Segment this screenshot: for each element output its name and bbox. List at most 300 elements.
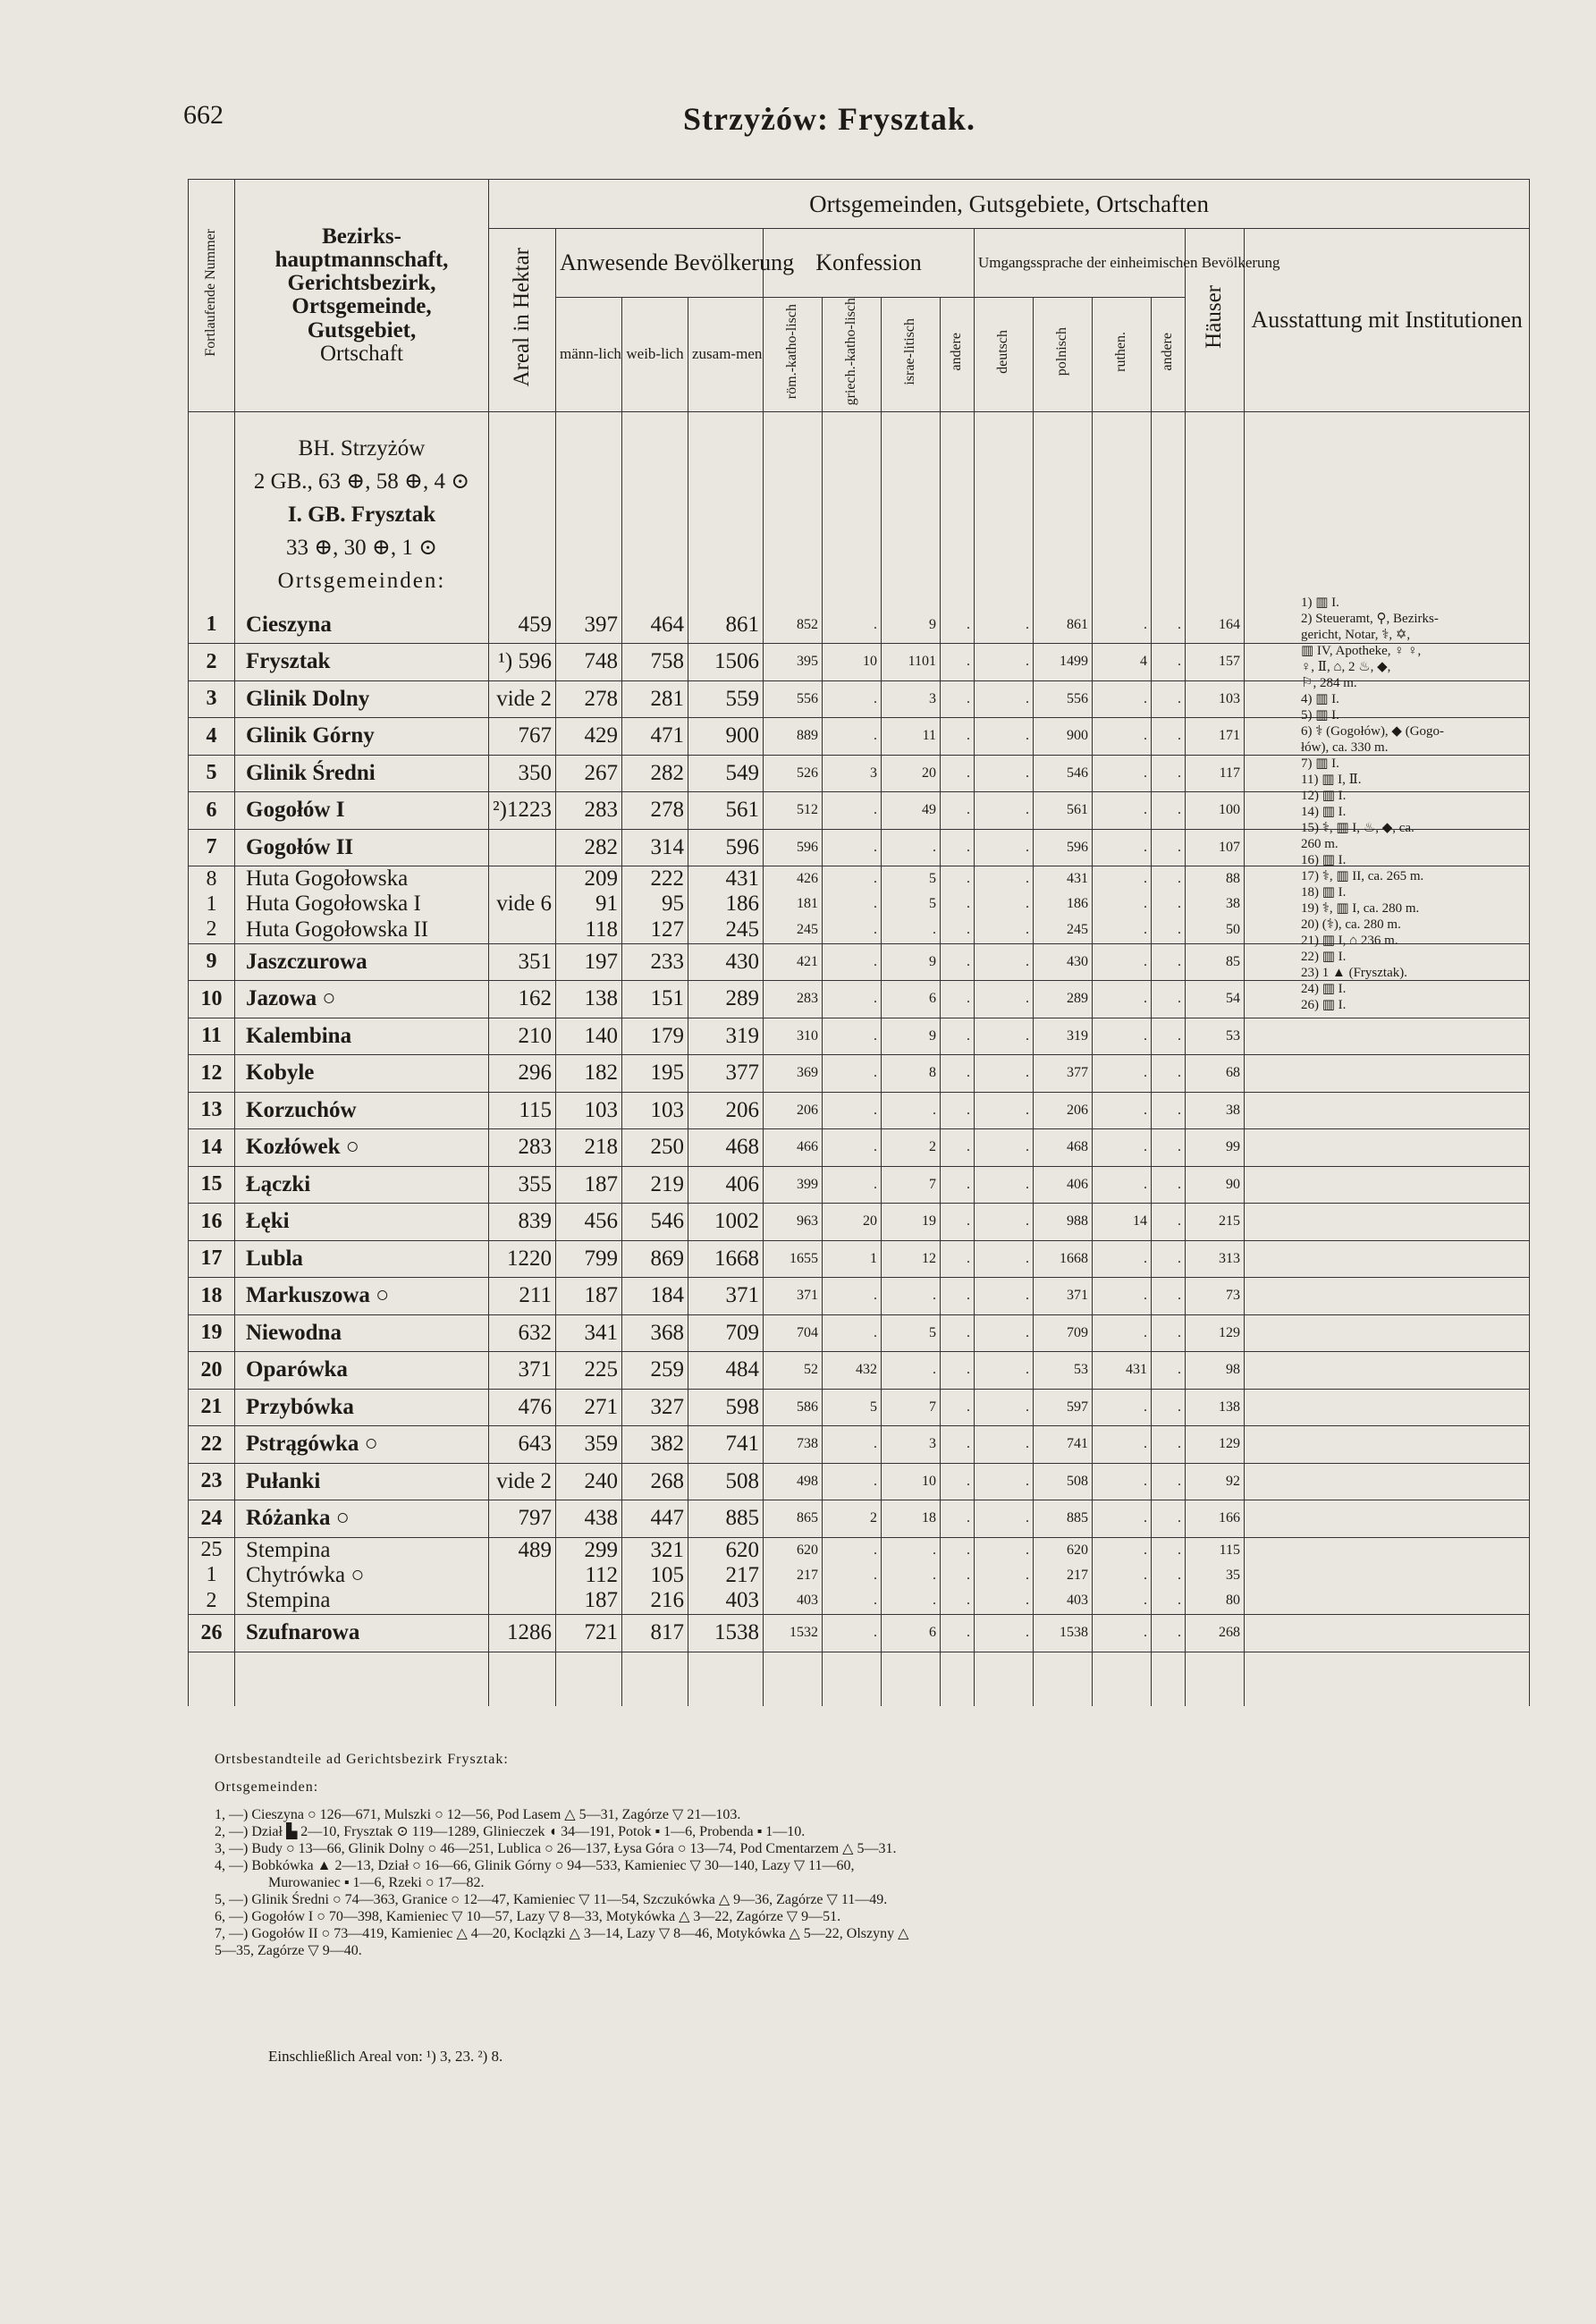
cell-institution <box>1245 1166 1530 1204</box>
ortsgemeinden-label: Ortsgemeinden: <box>277 568 446 593</box>
header-andere: andere <box>941 298 975 412</box>
cell-po: 403 <box>1034 1588 1093 1615</box>
cell-no: 7 <box>189 829 235 866</box>
cell-no: 17 <box>189 1240 235 1278</box>
institution-note: 20) (⚕), ca. 280 m. <box>1301 917 1401 932</box>
cell-ru: . <box>1093 1129 1152 1167</box>
cell-areal <box>489 829 556 866</box>
cell-an2: . <box>1152 1314 1186 1352</box>
cell-hs: 313 <box>1186 1240 1245 1278</box>
cell-an: . <box>941 1537 975 1563</box>
cell-m: 112 <box>556 1563 622 1588</box>
cell-is: 1101 <box>882 644 941 681</box>
header-main-group: Ortsgemeinden, Gutsgebiete, Ortschaften <box>489 180 1530 229</box>
cell-name: Kozłówek ○ <box>235 1129 489 1167</box>
cell-rk: 498 <box>764 1463 823 1500</box>
cell-w: 546 <box>622 1204 688 1241</box>
cell-an: . <box>941 981 975 1018</box>
cell-m: 225 <box>556 1352 622 1390</box>
cell-is: 12 <box>882 1240 941 1278</box>
cell-w: 127 <box>622 917 688 943</box>
header-ausstattung: Ausstattung mit Institutionen <box>1245 229 1530 412</box>
table-closer <box>189 1652 1530 1706</box>
cell-de: . <box>975 755 1034 792</box>
cell-m: 240 <box>556 1463 622 1500</box>
cell-name: Gogołów II <box>235 829 489 866</box>
cell-institution <box>1245 1204 1530 1241</box>
cell-gk: . <box>823 1166 882 1204</box>
cell-rk: 52 <box>764 1352 823 1390</box>
cell-m: 103 <box>556 1092 622 1129</box>
cell-hs: 80 <box>1186 1588 1245 1615</box>
footnote-lines <box>215 1806 1502 1959</box>
cell-hs: 129 <box>1186 1314 1245 1352</box>
cell-hs: 38 <box>1186 892 1245 917</box>
cell-ru: . <box>1093 1463 1152 1500</box>
gb-name: I. GB. Frysztak <box>287 502 436 527</box>
cell-w: 195 <box>622 1055 688 1093</box>
cell-z: 620 <box>688 1537 764 1563</box>
cell-w: 314 <box>622 829 688 866</box>
header-umgangssprache: Umgangssprache der einheimischen Bevölkerung <box>975 229 1186 298</box>
cell-m: 138 <box>556 981 622 1018</box>
cell-gk: 432 <box>823 1352 882 1390</box>
cell-areal: 350 <box>489 755 556 792</box>
cell-is: 20 <box>882 755 941 792</box>
cell-no: 11 <box>189 1018 235 1055</box>
cell-w: 278 <box>622 792 688 830</box>
cell-z: 484 <box>688 1352 764 1390</box>
cell-name: Glinik Górny <box>235 718 489 756</box>
cell-hs: 171 <box>1186 718 1245 756</box>
cell-po: 596 <box>1034 829 1093 866</box>
cell-name: Kalembina <box>235 1018 489 1055</box>
cell-areal <box>489 1563 556 1588</box>
header-haeuser: Häuser <box>1186 229 1245 412</box>
cell-de: . <box>975 718 1034 756</box>
cell-no: 4 <box>189 718 235 756</box>
header-israelitisch: israe-litisch <box>882 298 941 412</box>
cell-po: 546 <box>1034 755 1093 792</box>
header-maennlich: männ-lich <box>556 298 622 412</box>
cell-no: 1 <box>189 1563 235 1588</box>
cell-rk: 217 <box>764 1563 823 1588</box>
cell-m: 267 <box>556 755 622 792</box>
cell-an: . <box>941 1389 975 1426</box>
cell-name: Korzuchów <box>235 1092 489 1129</box>
cell-an2: . <box>1152 981 1186 1018</box>
cell-hs: 90 <box>1186 1166 1245 1204</box>
table-row <box>189 1018 1530 1055</box>
cell-name: Glinik Dolny <box>235 680 489 718</box>
cell-po: 431 <box>1034 866 1093 892</box>
cell-gk: . <box>823 1018 882 1055</box>
cell-ru: . <box>1093 1426 1152 1464</box>
cell-de: . <box>975 1389 1034 1426</box>
cell-gk: . <box>823 606 882 644</box>
cell-name: Oparówka <box>235 1352 489 1390</box>
cell-rk: 738 <box>764 1426 823 1464</box>
cell-an2: . <box>1152 1426 1186 1464</box>
cell-po: 861 <box>1034 606 1093 644</box>
cell-gk: . <box>823 1588 882 1615</box>
cell-m: 187 <box>556 1588 622 1615</box>
header-konfession: Konfession <box>764 229 975 298</box>
cell-an: . <box>941 644 975 681</box>
cell-ru: . <box>1093 892 1152 917</box>
cell-hs: 138 <box>1186 1389 1245 1426</box>
cell-is: . <box>882 917 941 943</box>
cell-ru: . <box>1093 917 1152 943</box>
header-roem-kath: röm.-katho-lisch <box>764 298 823 412</box>
cell-ru: 14 <box>1093 1204 1152 1241</box>
cell-de: . <box>975 1278 1034 1315</box>
table-row <box>189 1166 1530 1204</box>
cell-hs: 107 <box>1186 829 1245 866</box>
cell-po: 371 <box>1034 1278 1093 1315</box>
cell-hs: 99 <box>1186 1129 1245 1167</box>
header-ruthen: ruthen. <box>1093 298 1152 412</box>
cell-po: 53 <box>1034 1352 1093 1390</box>
cell-an: . <box>941 1278 975 1315</box>
cell-hs: 54 <box>1186 981 1245 1018</box>
cell-no: 24 <box>189 1500 235 1538</box>
cell-m: 721 <box>556 1615 622 1652</box>
cell-po: 217 <box>1034 1563 1093 1588</box>
table-row <box>189 1240 1530 1278</box>
institution-note: 11) ▥ I, Ⅱ. <box>1301 773 1362 787</box>
footnote-line: 3, —) Budy ○ 13—66, Glinik Dolny ○ 46—251, Lublica ○ 26—137, Łysa Góra ○ 13—74, Pod Cmentarzem △ 5—31. <box>215 1841 897 1856</box>
cell-name: Stempina <box>235 1588 489 1615</box>
cell-z: 319 <box>688 1018 764 1055</box>
cell-an: . <box>941 1588 975 1615</box>
cell-an2: . <box>1152 1389 1186 1426</box>
cell-w: 216 <box>622 1588 688 1615</box>
cell-areal: 839 <box>489 1204 556 1241</box>
cell-is: 7 <box>882 1389 941 1426</box>
sub-row <box>189 1563 1530 1588</box>
cell-rk: 310 <box>764 1018 823 1055</box>
cell-an: . <box>941 680 975 718</box>
table-header <box>189 180 1530 412</box>
cell-z: 1538 <box>688 1615 764 1652</box>
institution-note: ▥ IV, Apotheke, ♀ ♀, <box>1301 644 1422 658</box>
cell-gk: 10 <box>823 644 882 681</box>
cell-institution <box>1245 1588 1530 1615</box>
institution-note: 26) ▥ I. <box>1301 998 1347 1012</box>
cell-de: . <box>975 1563 1034 1588</box>
cell-ru: . <box>1093 1500 1152 1538</box>
cell-areal: vide 6 <box>489 892 556 917</box>
table-row <box>189 1092 1530 1129</box>
institution-note: 12) ▥ I. <box>1301 789 1347 803</box>
cell-no: 19 <box>189 1314 235 1352</box>
cell-institution <box>1245 1463 1530 1500</box>
cell-z: 1002 <box>688 1204 764 1241</box>
cell-name: Łączki <box>235 1166 489 1204</box>
cell-an: . <box>941 892 975 917</box>
institution-note: 16) ▥ I. <box>1301 853 1347 867</box>
cell-is: 3 <box>882 1426 941 1464</box>
cell-z: 430 <box>688 943 764 981</box>
cell-name: Niewodna <box>235 1314 489 1352</box>
cell-de: . <box>975 1129 1034 1167</box>
cell-gk: . <box>823 792 882 830</box>
cell-an: . <box>941 1240 975 1278</box>
cell-name: Huta Gogołowska <box>235 866 489 892</box>
cell-de: . <box>975 1018 1034 1055</box>
cell-an: . <box>941 1463 975 1500</box>
cell-name: Stempina <box>235 1537 489 1563</box>
cell-is: 5 <box>882 892 941 917</box>
footnote-line: 6, —) Gogołów I ○ 70—398, Kamieniec ▽ 10—57, Lazy ▽ 8—33, Motykówka △ 3—22, Zagórze ▽ 9—51. <box>215 1909 841 1924</box>
cell-name: Frysztak <box>235 644 489 681</box>
cell-z: 598 <box>688 1389 764 1426</box>
cell-areal: ²)1223 <box>489 792 556 830</box>
cell-no: 1 <box>189 606 235 644</box>
cell-an2: . <box>1152 943 1186 981</box>
cell-name: Przybówka <box>235 1389 489 1426</box>
cell-gk: . <box>823 1463 882 1500</box>
cell-w: 368 <box>622 1314 688 1352</box>
cell-ru: . <box>1093 606 1152 644</box>
cell-de: . <box>975 1463 1034 1500</box>
cell-an2: . <box>1152 718 1186 756</box>
cell-is: 9 <box>882 1018 941 1055</box>
cell-an2: . <box>1152 1500 1186 1538</box>
cell-ru: . <box>1093 1278 1152 1315</box>
table-row <box>189 1500 1530 1538</box>
cell-z: 561 <box>688 792 764 830</box>
cell-rk: 556 <box>764 680 823 718</box>
bh-stats: 2 GB., 63 ⊕, 58 ⊕, 4 ⊙ <box>253 469 470 494</box>
running-title <box>0 100 1596 138</box>
cell-m: 299 <box>556 1537 622 1563</box>
institution-note: 4) ▥ I. <box>1301 692 1339 706</box>
cell-po: 556 <box>1034 680 1093 718</box>
cell-hs: 117 <box>1186 755 1245 792</box>
cell-w: 817 <box>622 1615 688 1652</box>
cell-areal: 476 <box>489 1389 556 1426</box>
cell-po: 561 <box>1034 792 1093 830</box>
header-name: Bezirks- hauptmannschaft, Gerichtsbezirk, Ortsgemeinde, Gutsgebiet, Ortschaft <box>235 180 489 412</box>
cell-m: 209 <box>556 866 622 892</box>
cell-po: 620 <box>1034 1537 1093 1563</box>
cell-an: . <box>941 1018 975 1055</box>
cell-po: 885 <box>1034 1500 1093 1538</box>
cell-areal: 355 <box>489 1166 556 1204</box>
cell-ru: . <box>1093 755 1152 792</box>
cell-hs: 68 <box>1186 1055 1245 1093</box>
cell-is: 9 <box>882 943 941 981</box>
cell-ru: 431 <box>1093 1352 1152 1390</box>
footnote-line: 1, —) Cieszyna ○ 126—671, Mulszki ○ 12—56, Pod Lasem △ 5—31, Zagórze ▽ 21—103. <box>215 1807 741 1822</box>
cell-no: 18 <box>189 1278 235 1315</box>
cell-an2: . <box>1152 1278 1186 1315</box>
cell-w: 95 <box>622 892 688 917</box>
cell-institution <box>1245 1615 1530 1652</box>
cell-rk: 395 <box>764 644 823 681</box>
cell-m: 197 <box>556 943 622 981</box>
cell-areal: 210 <box>489 1018 556 1055</box>
cell-an2: . <box>1152 1563 1186 1588</box>
cell-name: Pstrągówka ○ <box>235 1426 489 1464</box>
cell-ru: . <box>1093 943 1152 981</box>
cell-an: . <box>941 1055 975 1093</box>
cell-no: 3 <box>189 680 235 718</box>
cell-an2: . <box>1152 1204 1186 1241</box>
cell-is: 8 <box>882 1055 941 1093</box>
cell-z: 186 <box>688 892 764 917</box>
cell-m: 187 <box>556 1278 622 1315</box>
cell-gk: . <box>823 917 882 943</box>
cell-gk: . <box>823 1615 882 1652</box>
cell-areal: 115 <box>489 1092 556 1129</box>
cell-hs: 268 <box>1186 1615 1245 1652</box>
cell-m: 271 <box>556 1389 622 1426</box>
cell-an: . <box>941 755 975 792</box>
cell-de: . <box>975 606 1034 644</box>
cell-rk: 283 <box>764 981 823 1018</box>
header-deutsch: deutsch <box>975 298 1034 412</box>
header-andere-2: andere <box>1152 298 1186 412</box>
running-title-text: Strzyżów: Frysztak. <box>683 101 975 137</box>
cell-de: . <box>975 917 1034 943</box>
cell-no: 15 <box>189 1166 235 1204</box>
cell-ru: . <box>1093 1092 1152 1129</box>
cell-an2: . <box>1152 1055 1186 1093</box>
cell-m: 182 <box>556 1055 622 1093</box>
cell-po: 186 <box>1034 892 1093 917</box>
cell-z: 206 <box>688 1092 764 1129</box>
cell-po: 597 <box>1034 1389 1093 1426</box>
cell-gk: 20 <box>823 1204 882 1241</box>
cell-ru: . <box>1093 1240 1152 1278</box>
cell-gk: 2 <box>823 1500 882 1538</box>
cell-de: . <box>975 1055 1034 1093</box>
cell-is: 10 <box>882 1463 941 1500</box>
cell-an2: . <box>1152 792 1186 830</box>
areal-note: Einschließlich Areal von: ¹) 3, 23. ²) 8. <box>268 2048 503 2065</box>
cell-is: 11 <box>882 718 941 756</box>
cell-w: 282 <box>622 755 688 792</box>
cell-hs: 35 <box>1186 1563 1245 1588</box>
cell-name: Cieszyna <box>235 606 489 644</box>
cell-institution <box>1245 1092 1530 1129</box>
cell-ru: . <box>1093 1314 1152 1352</box>
cell-ru: . <box>1093 866 1152 892</box>
cell-hs: 98 <box>1186 1352 1245 1390</box>
cell-rk: 704 <box>764 1314 823 1352</box>
cell-rk: 371 <box>764 1278 823 1315</box>
cell-z: 900 <box>688 718 764 756</box>
header-areal: Areal in Hektar <box>489 229 556 412</box>
page-number: 662 <box>183 100 224 130</box>
institution-note: 1) ▥ I. <box>1301 596 1339 610</box>
cell-institution <box>1245 1389 1530 1426</box>
preamble-block <box>235 411 489 606</box>
cell-name: Glinik Średni <box>235 755 489 792</box>
cell-areal <box>489 917 556 943</box>
cell-is: 19 <box>882 1204 941 1241</box>
cell-areal: 1286 <box>489 1615 556 1652</box>
cell-z: 406 <box>688 1166 764 1204</box>
cell-z: 468 <box>688 1129 764 1167</box>
cell-po: 430 <box>1034 943 1093 981</box>
cell-rk: 586 <box>764 1389 823 1426</box>
cell-is: . <box>882 829 941 866</box>
cell-gk: . <box>823 829 882 866</box>
cell-po: 319 <box>1034 1018 1093 1055</box>
cell-z: 741 <box>688 1426 764 1464</box>
institutions-notes <box>1301 595 1533 1013</box>
cell-de: . <box>975 1314 1034 1352</box>
cell-w: 382 <box>622 1426 688 1464</box>
cell-m: 397 <box>556 606 622 644</box>
cell-hs: 157 <box>1186 644 1245 681</box>
cell-institution <box>1245 1314 1530 1352</box>
cell-is: 7 <box>882 1166 941 1204</box>
cell-an2: . <box>1152 866 1186 892</box>
cell-is: 9 <box>882 606 941 644</box>
cell-name: Łęki <box>235 1204 489 1241</box>
cell-an: . <box>941 718 975 756</box>
cell-rk: 852 <box>764 606 823 644</box>
cell-po: 406 <box>1034 1166 1093 1204</box>
cell-institution <box>1245 1240 1530 1278</box>
cell-no: 21 <box>189 1389 235 1426</box>
cell-ru: 4 <box>1093 644 1152 681</box>
cell-name: Huta Gogołowska II <box>235 917 489 943</box>
cell-is: 2 <box>882 1129 941 1167</box>
cell-is: 5 <box>882 1314 941 1352</box>
cell-no: 16 <box>189 1204 235 1241</box>
cell-no: 2 <box>189 917 235 943</box>
cell-an2: . <box>1152 829 1186 866</box>
cell-m: 799 <box>556 1240 622 1278</box>
cell-ru: . <box>1093 1537 1152 1563</box>
cell-an2: . <box>1152 1240 1186 1278</box>
cell-gk: . <box>823 718 882 756</box>
cell-areal: 767 <box>489 718 556 756</box>
header-griech-kath: griech.-katho-lisch <box>823 298 882 412</box>
institution-note: gericht, Notar, ⚕, ✡, <box>1301 628 1411 642</box>
cell-name: Lubla <box>235 1240 489 1278</box>
cell-z: 217 <box>688 1563 764 1588</box>
cell-rk: 399 <box>764 1166 823 1204</box>
cell-is: 18 <box>882 1500 941 1538</box>
cell-an: . <box>941 1092 975 1129</box>
cell-an2: . <box>1152 680 1186 718</box>
footnote-line: 4, —) Bobkówka ▲ 2—13, Dział ○ 16—66, Glinik Górny ○ 94—533, Kamieniec ▽ 30—140, Lazy ▽ 11—60, <box>215 1858 855 1873</box>
cell-no: 13 <box>189 1092 235 1129</box>
cell-gk: . <box>823 1092 882 1129</box>
cell-ru: . <box>1093 1615 1152 1652</box>
cell-ru: . <box>1093 1055 1152 1093</box>
cell-an2: . <box>1152 1537 1186 1563</box>
cell-po: 1499 <box>1034 644 1093 681</box>
footnote-line: Murowaniec ▪ 1—6, Rzeki ○ 17—82. <box>268 1875 485 1890</box>
cell-is: . <box>882 1352 941 1390</box>
cell-an: . <box>941 1314 975 1352</box>
cell-w: 268 <box>622 1463 688 1500</box>
cell-ru: . <box>1093 718 1152 756</box>
footnotes-subcaption: Ortsgemeinden: <box>215 1779 319 1795</box>
cell-name: Gogołów I <box>235 792 489 830</box>
cell-rk: 1655 <box>764 1240 823 1278</box>
cell-z: 1668 <box>688 1240 764 1278</box>
cell-gk: . <box>823 1314 882 1352</box>
